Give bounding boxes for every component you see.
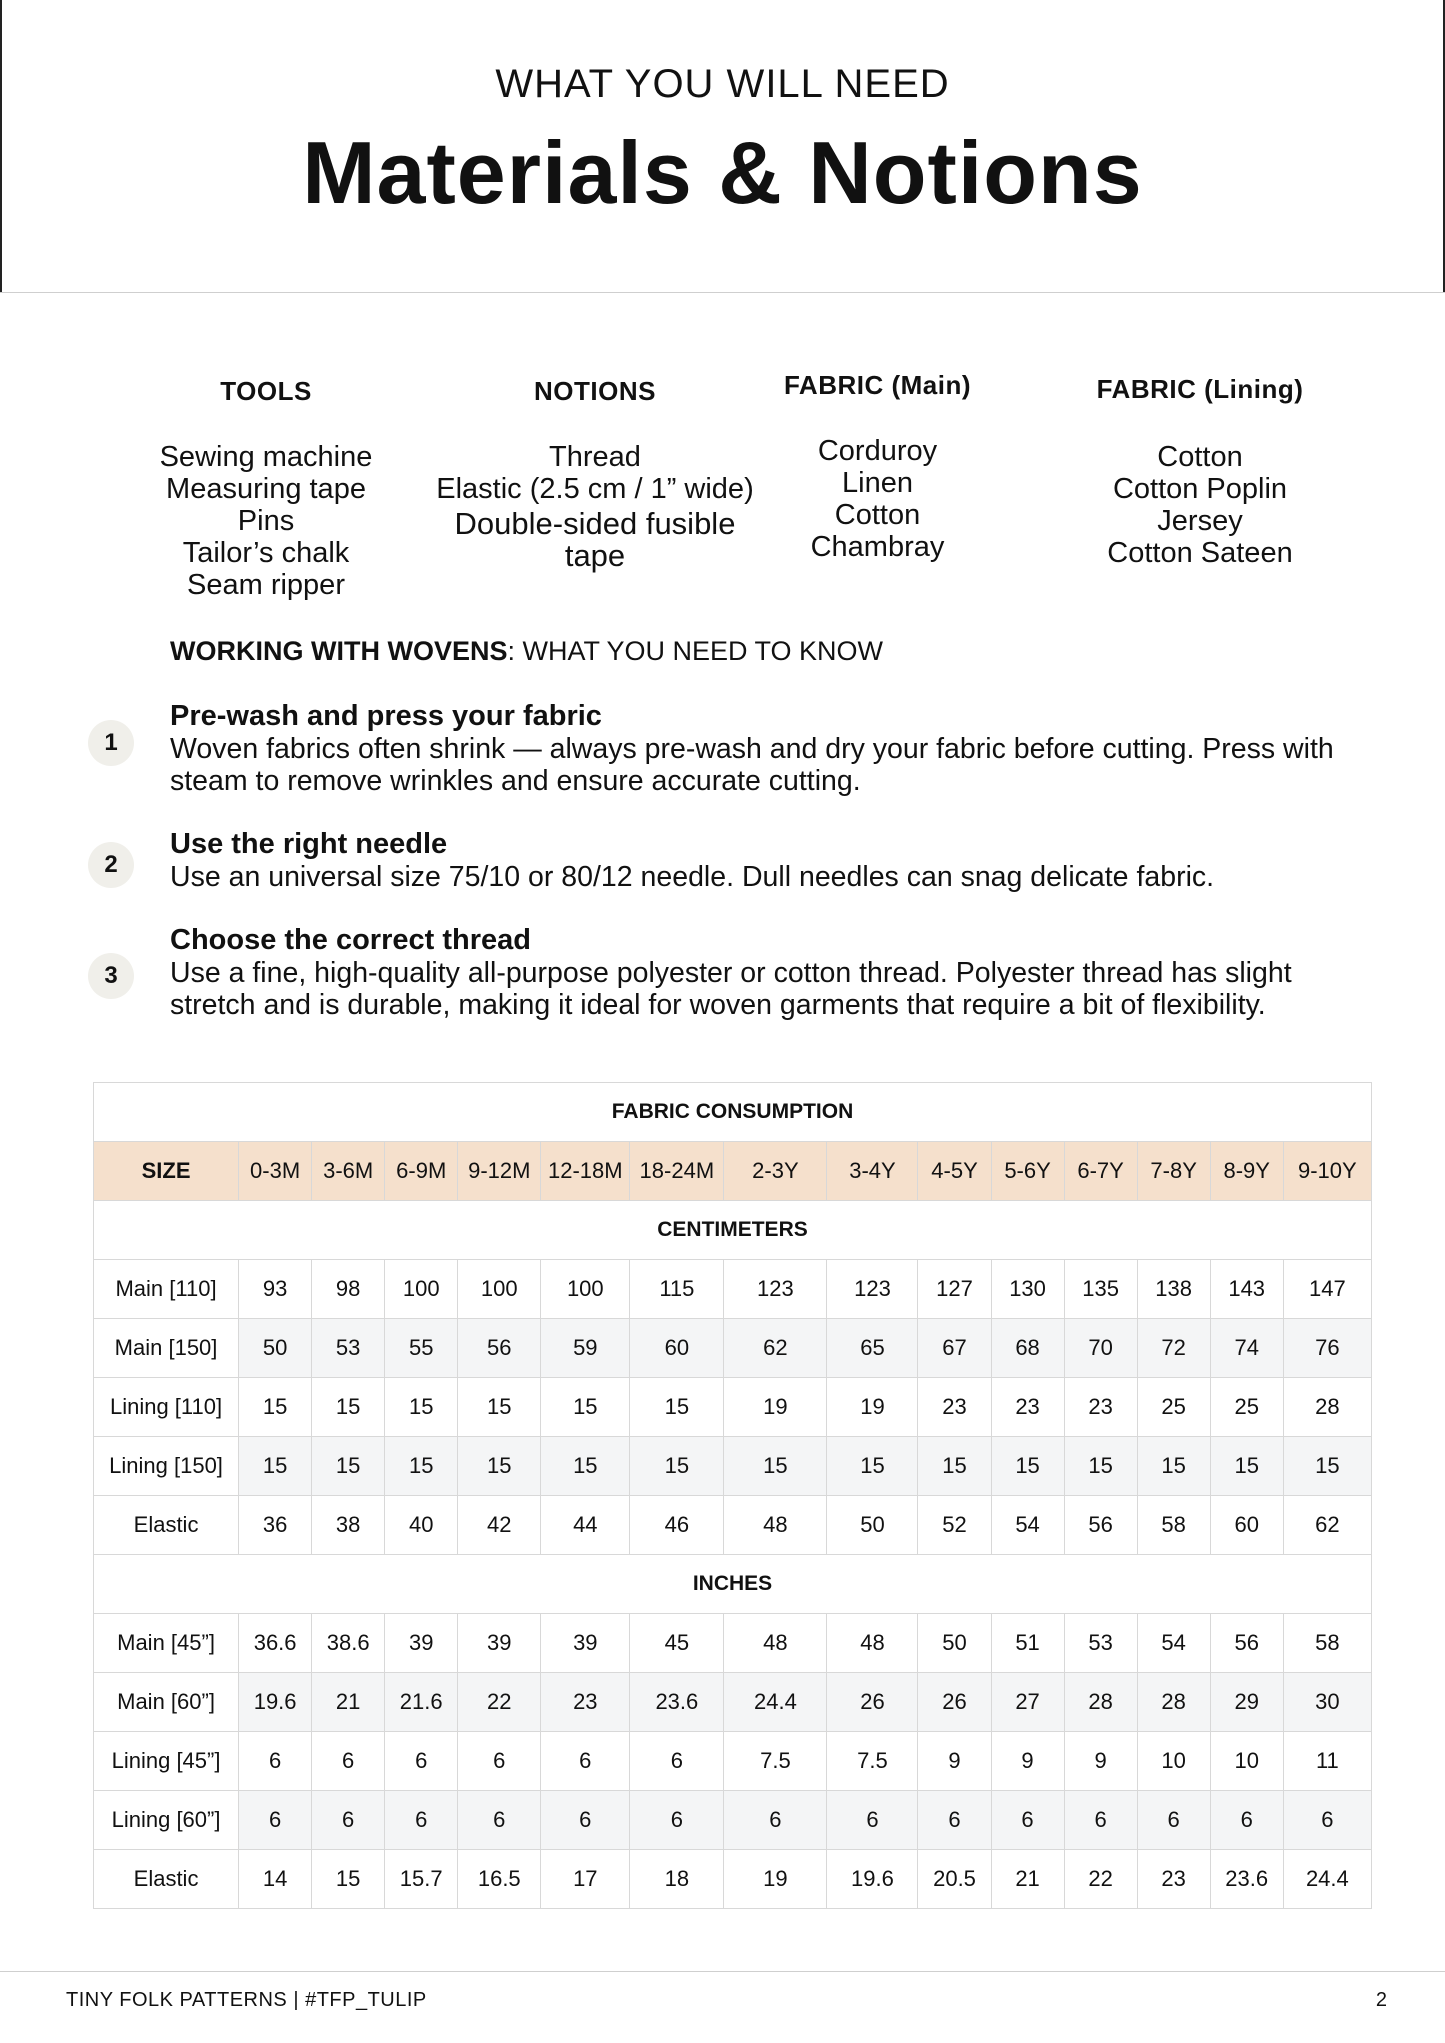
table-cell: 60 <box>630 1319 724 1378</box>
table-cell: 6 <box>312 1732 385 1791</box>
notions-heading: NOTIONS <box>534 376 656 406</box>
table-cell: 36.6 <box>239 1614 312 1673</box>
table-cell: 15 <box>312 1437 385 1496</box>
table-cell: 50 <box>827 1496 918 1555</box>
table-cell: 62 <box>1283 1496 1371 1555</box>
table-cell: 53 <box>1064 1614 1137 1673</box>
table-cell: 19 <box>724 1378 827 1437</box>
size-header-cell: 12-18M <box>541 1142 630 1201</box>
table-cell: 143 <box>1210 1260 1283 1319</box>
table-cell: 100 <box>385 1260 458 1319</box>
list-item: Cotton <box>834 499 921 531</box>
table-cell: 23.6 <box>630 1673 724 1732</box>
size-header-cell: 9-10Y <box>1283 1142 1371 1201</box>
row-label: Elastic <box>94 1850 239 1909</box>
table-cell: 147 <box>1283 1260 1371 1319</box>
size-header-cell: 4-5Y <box>918 1142 991 1201</box>
table-cell: 24.4 <box>724 1673 827 1732</box>
table-cell: 56 <box>1064 1496 1137 1555</box>
table-cell: 72 <box>1137 1319 1210 1378</box>
step-number: 1 <box>88 720 134 766</box>
table-cell: 15 <box>312 1850 385 1909</box>
table-cell: 58 <box>1283 1614 1371 1673</box>
table-caption: FABRIC CONSUMPTION <box>94 1083 1372 1142</box>
table-cell: 6 <box>385 1791 458 1850</box>
table-cell: 22 <box>1064 1850 1137 1909</box>
table-cell: 15 <box>385 1437 458 1496</box>
fabric-lining-column <box>1050 374 1350 569</box>
table-cell: 15 <box>827 1437 918 1496</box>
fabric-lining-list <box>1050 441 1350 569</box>
table-cell: 6 <box>724 1791 827 1850</box>
table-cell: 23 <box>991 1378 1064 1437</box>
table-cell: 15 <box>918 1437 991 1496</box>
table-cell: 51 <box>991 1614 1064 1673</box>
fabric-main-heading: FABRIC (Main) <box>783 370 972 400</box>
table-cell: 23.6 <box>1210 1850 1283 1909</box>
table-cell: 74 <box>1210 1319 1283 1378</box>
table-cell: 6 <box>385 1732 458 1791</box>
wovens-heading-bold: WORKING WITH WOVENS <box>170 636 508 666</box>
table-cell: 21.6 <box>385 1673 458 1732</box>
table-cell: 6 <box>312 1791 385 1850</box>
size-header-cell: 5-6Y <box>991 1142 1064 1201</box>
table-cell: 11 <box>1283 1732 1371 1791</box>
table-cell: 6 <box>1283 1791 1371 1850</box>
table-cell: 58 <box>1137 1496 1210 1555</box>
table-row <box>94 1673 1372 1732</box>
table-cell: 6 <box>1137 1791 1210 1850</box>
section-header-row <box>94 1555 1372 1614</box>
section-title: CENTIMETERS <box>94 1201 1372 1260</box>
tools-heading: TOOLS <box>220 376 312 406</box>
table-cell: 42 <box>458 1496 541 1555</box>
table-cell: 115 <box>630 1260 724 1319</box>
table-cell: 38 <box>312 1496 385 1555</box>
row-label: Lining [150] <box>94 1437 239 1496</box>
table-cell: 27 <box>991 1673 1064 1732</box>
table-cell: 15 <box>541 1437 630 1496</box>
table-cell: 40 <box>385 1496 458 1555</box>
size-header-label: SIZE <box>94 1142 239 1201</box>
table-cell: 15 <box>458 1378 541 1437</box>
list-item: tape <box>564 538 626 573</box>
size-header-cell: 8-9Y <box>1210 1142 1283 1201</box>
table-cell: 55 <box>385 1319 458 1378</box>
table-cell: 6 <box>630 1791 724 1850</box>
table-cell: 93 <box>239 1260 312 1319</box>
table-cell: 23 <box>541 1673 630 1732</box>
table-cell: 26 <box>827 1673 918 1732</box>
step-body: Use an universal size 75/10 or 80/12 needle. Dull needles can snag delicate fabric. <box>170 861 1215 893</box>
table-cell: 76 <box>1283 1319 1371 1378</box>
table-row <box>94 1850 1372 1909</box>
table-cell: 7.5 <box>827 1732 918 1791</box>
table-cell: 15 <box>239 1437 312 1496</box>
table-cell: 24.4 <box>1283 1850 1371 1909</box>
fabric-main-column <box>740 370 1015 563</box>
list-item: Sewing machine <box>159 441 373 473</box>
table-row <box>94 1378 1372 1437</box>
table-cell: 28 <box>1283 1378 1371 1437</box>
tools-column <box>116 376 416 601</box>
list-item: Corduroy <box>817 435 938 467</box>
list-item: Cotton <box>1157 441 1243 473</box>
table-cell: 62 <box>724 1319 827 1378</box>
table-cell: 23 <box>1064 1378 1137 1437</box>
step-title: Pre-wash and press your fabric <box>170 700 602 732</box>
list-item: Double-sided fusible <box>454 506 736 541</box>
size-header-cell: 7-8Y <box>1137 1142 1210 1201</box>
table-cell: 67 <box>918 1319 991 1378</box>
table-cell: 6 <box>541 1791 630 1850</box>
table-cell: 50 <box>918 1614 991 1673</box>
list-item: Linen <box>842 467 913 499</box>
table-cell: 15 <box>630 1437 724 1496</box>
row-label: Elastic <box>94 1496 239 1555</box>
table-cell: 10 <box>1137 1732 1210 1791</box>
row-label: Main [150] <box>94 1319 239 1378</box>
list-item: Pins <box>237 505 295 537</box>
table-cell: 123 <box>827 1260 918 1319</box>
table-cell: 22 <box>458 1673 541 1732</box>
table-cell: 7.5 <box>724 1732 827 1791</box>
list-item: Cotton Poplin <box>1112 473 1288 505</box>
size-header-row <box>94 1142 1372 1201</box>
table-cell: 56 <box>1210 1614 1283 1673</box>
size-header-cell: 6-9M <box>385 1142 458 1201</box>
table-cell: 9 <box>991 1732 1064 1791</box>
table-cell: 60 <box>1210 1496 1283 1555</box>
fabric-lining-heading: FABRIC (Lining) <box>1096 374 1304 404</box>
table-cell: 21 <box>991 1850 1064 1909</box>
table-cell: 138 <box>1137 1260 1210 1319</box>
table-cell: 19.6 <box>239 1673 312 1732</box>
list-item: Tailor’s chalk <box>182 537 350 569</box>
table-cell: 48 <box>724 1496 827 1555</box>
wovens-heading-rest: : WHAT YOU NEED TO KNOW <box>507 636 884 666</box>
table-cell: 6 <box>239 1732 312 1791</box>
table-cell: 6 <box>991 1791 1064 1850</box>
notions-list <box>420 441 770 572</box>
table-cell: 30 <box>1283 1673 1371 1732</box>
table-cell: 39 <box>541 1614 630 1673</box>
table-cell: 15.7 <box>385 1850 458 1909</box>
table-cell: 127 <box>918 1260 991 1319</box>
table-caption-row <box>94 1083 1372 1142</box>
row-label: Lining [110] <box>94 1378 239 1437</box>
row-label: Main [60”] <box>94 1673 239 1732</box>
table-cell: 50 <box>239 1319 312 1378</box>
table-cell: 19 <box>827 1378 918 1437</box>
table-cell: 6 <box>239 1791 312 1850</box>
fabric-consumption-table <box>93 1082 1372 1909</box>
footer-brand: TINY FOLK PATTERNS | #TFP_TULIP <box>66 1989 427 2011</box>
step-title: Use the right needle <box>170 828 448 860</box>
table-cell: 53 <box>312 1319 385 1378</box>
table-cell: 100 <box>541 1260 630 1319</box>
footer-divider <box>0 1971 1445 1972</box>
table-cell: 130 <box>991 1260 1064 1319</box>
header-eyebrow: WHAT YOU WILL NEED <box>495 62 950 106</box>
table-cell: 9 <box>918 1732 991 1791</box>
table-cell: 59 <box>541 1319 630 1378</box>
table-cell: 15 <box>239 1378 312 1437</box>
table-cell: 36 <box>239 1496 312 1555</box>
table-cell: 68 <box>991 1319 1064 1378</box>
size-header-cell: 2-3Y <box>724 1142 827 1201</box>
table-cell: 52 <box>918 1496 991 1555</box>
row-label: Main [45”] <box>94 1614 239 1673</box>
table-row <box>94 1319 1372 1378</box>
table-cell: 45 <box>630 1614 724 1673</box>
table-cell: 46 <box>630 1496 724 1555</box>
table-row <box>94 1732 1372 1791</box>
page-number: 2 <box>1375 1989 1387 2011</box>
table-cell: 15 <box>541 1378 630 1437</box>
table-cell: 18 <box>630 1850 724 1909</box>
table-cell: 15 <box>312 1378 385 1437</box>
table-cell: 123 <box>724 1260 827 1319</box>
table-cell: 20.5 <box>918 1850 991 1909</box>
list-item: Seam ripper <box>187 569 345 601</box>
table-cell: 65 <box>827 1319 918 1378</box>
table-cell: 19 <box>724 1850 827 1909</box>
table-cell: 6 <box>630 1732 724 1791</box>
table-cell: 17 <box>541 1850 630 1909</box>
table-cell: 15 <box>385 1378 458 1437</box>
table-cell: 15 <box>991 1437 1064 1496</box>
list-item: Chambray <box>810 531 945 563</box>
table-cell: 39 <box>458 1614 541 1673</box>
table-cell: 38.6 <box>312 1614 385 1673</box>
step-body: Woven fabrics often shrink — always pre-wash and dry your fabric before cutting. Press with steam to remove wrinkles and ensure accurate cutting. <box>170 733 1334 797</box>
table-cell: 6 <box>1210 1791 1283 1850</box>
table-cell: 25 <box>1210 1378 1283 1437</box>
step-body: Use a fine, high-quality all-purpose polyester or cotton thread. Polyester thread has slight stretch and is durable, making it ideal for woven garments that require a bit of flexibility. <box>170 957 1292 1021</box>
step-title: Choose the correct thread <box>170 924 531 956</box>
size-header-cell: 9-12M <box>458 1142 541 1201</box>
row-label: Lining [45”] <box>94 1732 239 1791</box>
table-cell: 15 <box>1064 1437 1137 1496</box>
table-cell: 48 <box>724 1614 827 1673</box>
table-cell: 54 <box>1137 1614 1210 1673</box>
wovens-heading <box>170 636 883 667</box>
table-cell: 48 <box>827 1614 918 1673</box>
table-cell: 23 <box>918 1378 991 1437</box>
table-row <box>94 1791 1372 1850</box>
table-cell: 6 <box>1064 1791 1137 1850</box>
table-cell: 25 <box>1137 1378 1210 1437</box>
list-item: Cotton Sateen <box>1107 537 1293 569</box>
tools-list <box>116 441 416 601</box>
row-label: Lining [60”] <box>94 1791 239 1850</box>
size-header-cell: 6-7Y <box>1064 1142 1137 1201</box>
table-cell: 6 <box>827 1791 918 1850</box>
table-cell: 98 <box>312 1260 385 1319</box>
table-cell: 28 <box>1137 1673 1210 1732</box>
table-cell: 15 <box>458 1437 541 1496</box>
page-title: Materials & Notions <box>302 123 1143 222</box>
table-cell: 54 <box>991 1496 1064 1555</box>
section-header-row <box>94 1201 1372 1260</box>
size-header-cell: 18-24M <box>630 1142 724 1201</box>
step-number: 2 <box>88 842 134 888</box>
table-row <box>94 1260 1372 1319</box>
table-row <box>94 1437 1372 1496</box>
list-item: Measuring tape <box>166 473 366 505</box>
size-header-cell: 3-6M <box>312 1142 385 1201</box>
table-cell: 29 <box>1210 1673 1283 1732</box>
fabric-main-list <box>740 435 1015 563</box>
table-cell: 19.6 <box>827 1850 918 1909</box>
row-label: Main [110] <box>94 1260 239 1319</box>
step-number: 3 <box>88 953 134 999</box>
table-cell: 28 <box>1064 1673 1137 1732</box>
header-divider <box>0 292 1445 293</box>
table-cell: 14 <box>239 1850 312 1909</box>
table-cell: 15 <box>1137 1437 1210 1496</box>
size-header-cell: 3-4Y <box>827 1142 918 1201</box>
table-row <box>94 1496 1372 1555</box>
table-cell: 10 <box>1210 1732 1283 1791</box>
table-cell: 6 <box>541 1732 630 1791</box>
table-cell: 15 <box>1210 1437 1283 1496</box>
table-cell: 15 <box>724 1437 827 1496</box>
table-cell: 21 <box>312 1673 385 1732</box>
table-cell: 6 <box>918 1791 991 1850</box>
table-cell: 39 <box>385 1614 458 1673</box>
table-cell: 56 <box>458 1319 541 1378</box>
table-cell: 15 <box>1283 1437 1371 1496</box>
table-cell: 9 <box>1064 1732 1137 1791</box>
section-title: INCHES <box>94 1555 1372 1614</box>
table-cell: 70 <box>1064 1319 1137 1378</box>
table-cell: 100 <box>458 1260 541 1319</box>
table-cell: 6 <box>458 1791 541 1850</box>
list-item: Elastic (2.5 cm / 1” wide) <box>436 473 754 505</box>
table-cell: 135 <box>1064 1260 1137 1319</box>
table-cell: 26 <box>918 1673 991 1732</box>
list-item: Thread <box>549 441 641 473</box>
notions-column <box>420 376 770 572</box>
table-cell: 6 <box>458 1732 541 1791</box>
table-cell: 44 <box>541 1496 630 1555</box>
table-cell: 23 <box>1137 1850 1210 1909</box>
table-row <box>94 1614 1372 1673</box>
table-cell: 16.5 <box>458 1850 541 1909</box>
list-item: Jersey <box>1157 505 1243 537</box>
table-cell: 15 <box>630 1378 724 1437</box>
size-header-cell: 0-3M <box>239 1142 312 1201</box>
